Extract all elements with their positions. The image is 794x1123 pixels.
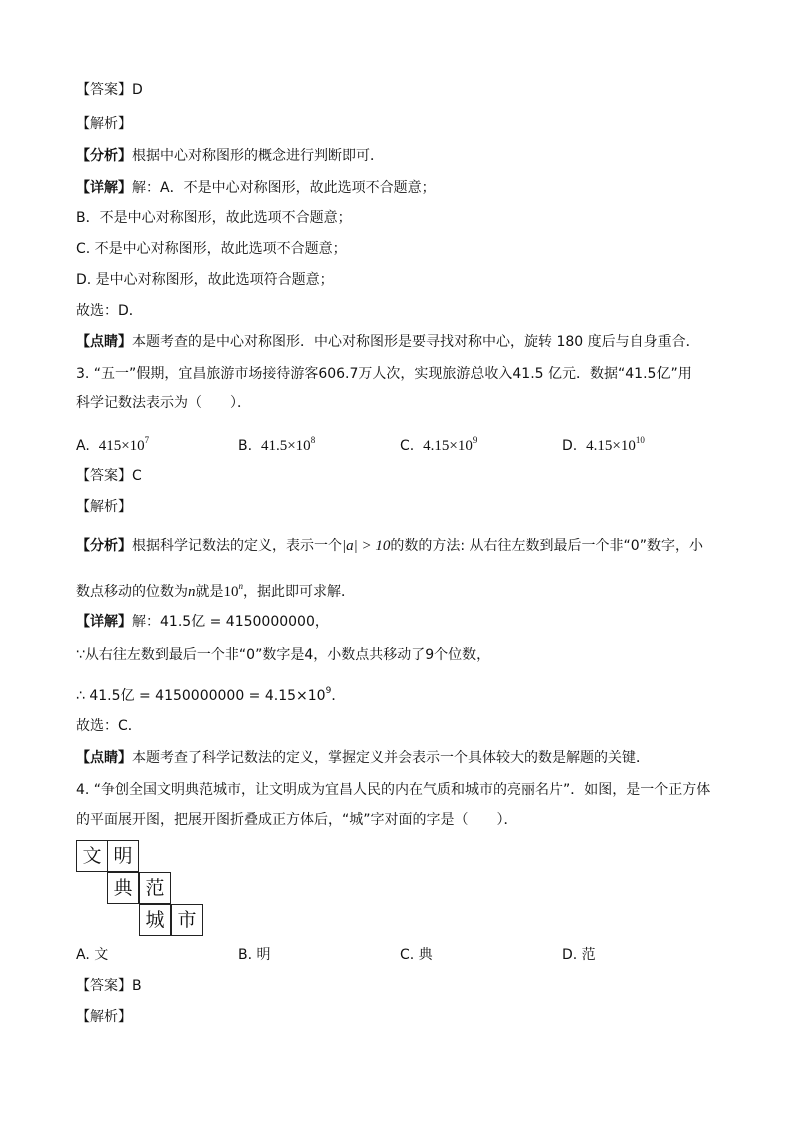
tag: 【分析】 xyxy=(76,148,132,164)
text: 解：41.5亿 = 4150000000， xyxy=(132,614,329,630)
detail-line-d: D. 是中心对称图形，故此选项符合题意； xyxy=(76,272,334,288)
question-3-stem: 3. “五一”假期，宜昌旅游市场接待游客606.7万人次，实现旅游总收入41.5 亿元．数据“41.5亿”用 xyxy=(76,366,692,382)
text: 本题考查了科学记数法的定义，掌握定义并会表示一个具体较大的数是解题的关键． xyxy=(132,750,650,766)
net-cell: 范 xyxy=(139,872,171,904)
question-4-stem: 4. “争创全国文明典范城市，让文明成为宜昌人民的内在气质和城市的亮丽名片”．如图，是一个正方体 xyxy=(76,782,711,798)
value: 415×10 xyxy=(98,438,145,454)
net-cell: 典 xyxy=(107,872,139,904)
analysis-line xyxy=(76,146,384,166)
option-b: B. 明 xyxy=(238,947,271,963)
exp: 10 xyxy=(635,435,645,445)
analysis-line xyxy=(76,536,703,556)
label: B. xyxy=(238,438,253,454)
net-cell: 城 xyxy=(139,904,171,936)
option-a xyxy=(76,430,149,456)
tag: 【分析】 xyxy=(76,538,132,554)
detail-line xyxy=(76,178,436,198)
analysis-heading: 【解析】 xyxy=(76,1009,132,1025)
text: 就是 xyxy=(195,584,224,600)
answer-line: 【答案】D xyxy=(76,82,143,98)
question-4-stem-cont: 的平面展开图，把展开图折叠成正方体后，“城”字对面的字是（ ）． xyxy=(76,812,518,828)
exp: 8 xyxy=(310,435,316,445)
option-a: A. 文 xyxy=(76,947,109,963)
option-d: D. 范 xyxy=(562,947,596,963)
math: |a| > 10 xyxy=(342,538,391,554)
exp: n xyxy=(238,581,243,591)
analysis-heading: 【解析】 xyxy=(76,499,132,515)
text: 解：A．不是中心对称图形，故此选项不合题意； xyxy=(132,180,436,196)
detail-line-c: C. 不是中心对称图形，故此选项不合题意； xyxy=(76,241,347,257)
text: 根据中心对称图形的概念进行判断即可． xyxy=(132,148,384,164)
net-cell: 文 xyxy=(76,840,108,872)
analysis-heading: 【解析】 xyxy=(76,116,132,132)
tag: 【点睛】 xyxy=(76,750,132,766)
answer-line: 【答案】B xyxy=(76,978,142,994)
net-cell: 明 xyxy=(107,840,139,872)
label: C. xyxy=(400,438,415,454)
text: 的数的方法: 从右往左数到最后一个非“0”数字，小 xyxy=(390,538,703,554)
analysis-line-cont xyxy=(76,576,355,602)
detail-line xyxy=(76,612,329,632)
text: ∴ 41.5亿 = 4150000000 = 4.15×10 xyxy=(76,688,326,704)
tag: 【点睛】 xyxy=(76,334,132,350)
choice-line: 故选：C． xyxy=(76,718,142,734)
value: 4.15×10 xyxy=(423,438,473,454)
exp: 9 xyxy=(472,435,478,445)
label: D. xyxy=(562,438,578,454)
exp: 7 xyxy=(144,435,150,445)
text: ． xyxy=(331,688,346,704)
math: 10 xyxy=(223,584,239,600)
choice-line: 故选：D． xyxy=(76,303,143,319)
option-c: C. 典 xyxy=(400,947,433,963)
exp: 9 xyxy=(325,686,332,696)
value: 4.15×10 xyxy=(586,438,636,454)
remark-line xyxy=(76,332,700,352)
text: ，据此即可求解． xyxy=(243,584,355,600)
value: 41.5×10 xyxy=(260,438,311,454)
option-b xyxy=(238,430,315,456)
option-c xyxy=(400,430,477,456)
answer-line: 【答案】C xyxy=(76,468,142,484)
detail-line-b: B．不是中心对称图形，故此选项不合题意； xyxy=(76,210,352,226)
therefore-line xyxy=(76,681,345,706)
cube-net-diagram xyxy=(76,840,208,936)
because-line: ∵从右往左数到最后一个非“0”数字是4，小数点共移动了9个位数， xyxy=(76,647,491,663)
tag: 【详解】 xyxy=(76,180,132,196)
remark-line xyxy=(76,748,650,768)
question-3-stem-cont: 科学记数法表示为（ ）． xyxy=(76,395,251,411)
text: 本题考查的是中心对称图形．中心对称图形是要寻找对称中心，旋转 180 度后与自身重合． xyxy=(132,334,700,350)
tag: 【详解】 xyxy=(76,614,132,630)
label: A. xyxy=(76,438,90,454)
math: n xyxy=(188,584,196,600)
net-cell: 市 xyxy=(171,904,203,936)
text: 数点移动的位数为 xyxy=(76,584,188,600)
text: 根据科学记数法的定义，表示一个 xyxy=(132,538,342,554)
option-d xyxy=(562,430,645,456)
